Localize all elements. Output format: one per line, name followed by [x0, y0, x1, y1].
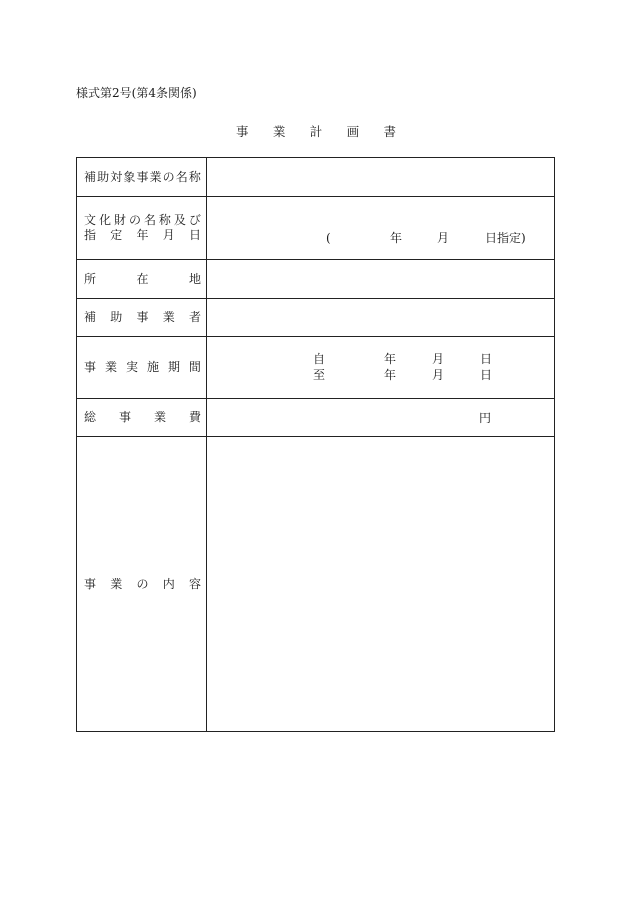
to-year-unit: 年: [384, 368, 397, 382]
period-to: 至: [313, 368, 326, 382]
row-operator: [77, 298, 554, 336]
value-operator[interactable]: [207, 299, 554, 336]
year-unit: 年: [390, 231, 403, 245]
label-content: 事 業 の 内 容: [77, 437, 207, 731]
from-month-unit: 月: [432, 352, 445, 366]
value-project-name[interactable]: [207, 158, 554, 196]
row-period: [77, 336, 554, 398]
to-day-unit: 日: [480, 368, 493, 382]
open-paren: (: [326, 231, 331, 245]
month-unit: 月: [437, 231, 450, 245]
form-number: 様式第2号(第4条関係): [76, 86, 197, 100]
row-project-name: [77, 158, 554, 196]
label-period: 事 業 実 施 期 間: [77, 337, 207, 398]
value-total-cost[interactable]: [207, 399, 554, 436]
title-char: 業: [272, 124, 286, 139]
label-project-name: 補 助 対 象 事 業 の 名 称: [77, 158, 207, 196]
period-from: 自: [313, 352, 326, 366]
title-char: 書: [383, 124, 396, 139]
label-operator: 補 助 事 業 者: [77, 299, 207, 336]
value-location[interactable]: [207, 260, 554, 298]
label-total-cost: 総 事 業 費: [77, 399, 207, 436]
label-cultural-property: 文 化 財 の 名 称 及 び 指 定 年 月 日: [77, 197, 207, 259]
title-char: 画: [346, 124, 360, 139]
title-char: 計: [309, 124, 323, 139]
row-content: [77, 436, 554, 731]
title-char: 事: [236, 124, 249, 139]
value-period[interactable]: [207, 337, 554, 398]
from-year-unit: 年: [384, 352, 397, 366]
row-cultural-property: [77, 196, 554, 259]
yen-unit: 円: [479, 411, 492, 425]
document-title: [236, 122, 396, 140]
plan-form-table: [76, 157, 555, 732]
label-location: 所 在 地: [77, 260, 207, 298]
value-cultural-property[interactable]: [207, 197, 554, 259]
value-content[interactable]: [207, 437, 554, 731]
row-total-cost: [77, 398, 554, 436]
day-designation: 日指定): [485, 231, 526, 245]
row-location: [77, 259, 554, 298]
from-day-unit: 日: [480, 352, 493, 366]
to-month-unit: 月: [432, 368, 445, 382]
